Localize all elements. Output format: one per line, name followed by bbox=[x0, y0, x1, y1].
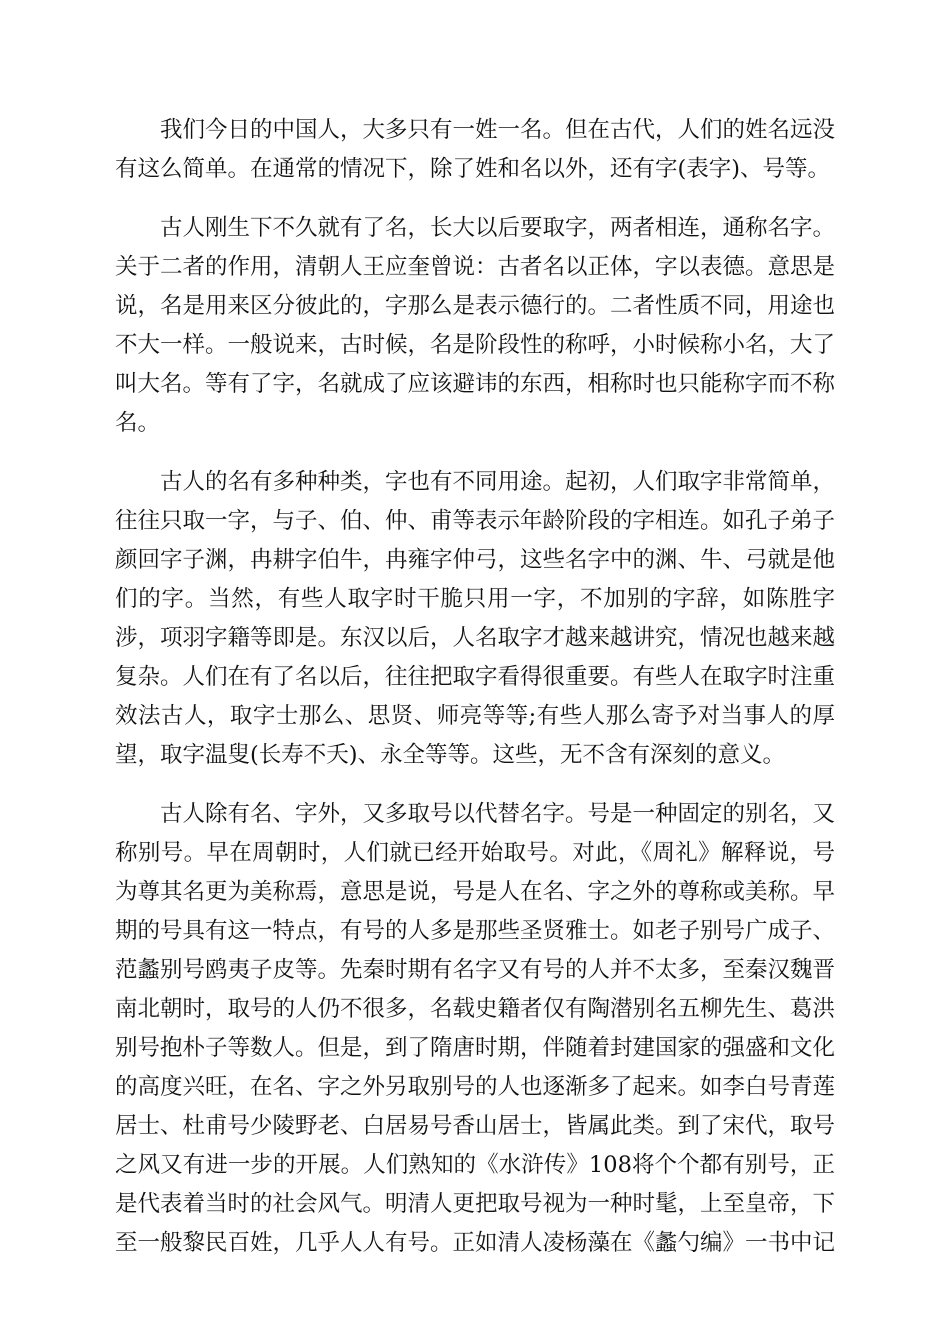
paragraph-4: 古人除有名、字外，又多取号以代替名字。号是一种固定的别名，又称别号。早在周朝时，人们就已经开始取号。对此，《周礼》解释说，号为尊其名更为美称焉，意思是说，号是人在名、字之外的尊称或美称。早期的号具有这一特点，有号的人多是那些圣贤雅士。如老子别号广成子、范蠡别号鸥夷子皮等。先秦时期有名字又有号的人并不太多，至秦汉魏晋南北朝时，取号的人仍不很多，名载史籍者仅有陶潜别名五柳先生、葛洪别号抱朴子等数人。但是，到了隋唐时期，伴随着封建国家的强盛和文化的高度兴旺，在名、字之外另取别号的人也逐渐多了起来。如李白号青莲居士、杜甫号少陵野老、白居易号香山居士，皆属此类。到了宋代，取号之风又有进一步的开展。人们熟知的《水浒传》108将个个都有别号，正是代表着当时的社会风气。明清人更把取号视为一种时髦，上至皇帝，下至一般黎民百姓，几乎人人有号。正如清人凌杨藻在《蠡勺编》一书中记 bbox=[115, 801, 836, 1256]
paragraph-2: 古人刚生下不久就有了名，长大以后要取字，两者相连，通称名字。关于二者的作用，清朝人王应奎曾说：古者名以正体，字以表德。意思是说，名是用来区分彼此的，字那么是表示德行的。二者性质不同，用途也不大一样。一般说来，古时候，名是阶段性的称呼，小时候称小名，大了叫大名。等有了字，名就成了应该避讳的东西，相称时也只能称字而不称名。 bbox=[115, 215, 836, 436]
paragraph-3: 古人的名有多种种类，字也有不同用途。起初，人们取字非常简单，往往只取一字，与子、伯、仲、甫等表示年龄阶段的字相连。如孔子弟子颜回字子渊，冉耕字伯牛，冉雍字仲弓，这些名字中的渊、牛、弓就是他们的字。当然，有些人取字时干脆只用一字，不加别的字辞，如陈胜字涉，项羽字籍等即是。东汉以后，人名取字才越来越讲究，情况也越来越复杂。人们在有了名以后，往往把取字看得很重要。有些人在取字时注重效法古人，取字士那么、思贤、师亮等等;有些人那么寄予对当事人的厚望，取字温叟(长寿不夭)、永全等等。这些，无不含有深刻的意义。 bbox=[115, 469, 836, 768]
paragraph-1: 我们今日的中国人，大多只有一姓一名。但在古代，人们的姓名远没有这么简单。在通常的情况下，除了姓和名以外，还有字(表字)、号等。 bbox=[115, 117, 836, 182]
document-body bbox=[115, 111, 835, 1283]
